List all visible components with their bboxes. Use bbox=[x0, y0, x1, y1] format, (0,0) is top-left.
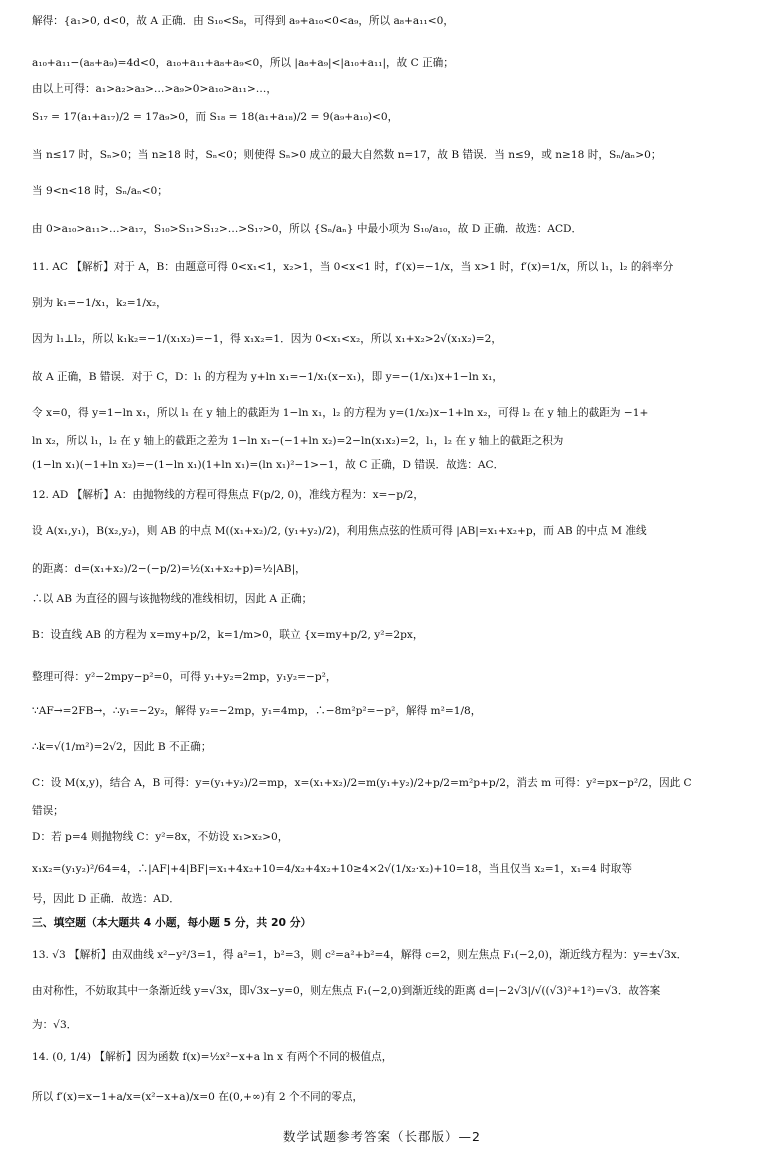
text-line: 号，因此 D 正确．故选：AD． bbox=[32, 893, 180, 905]
text-line: 14. (0, 1/4) 【解析】因为函数 f(x)=½x²−x+a ln x 有两个不同的极值点， bbox=[32, 1051, 393, 1063]
text-line: 别为 k₁=−1/x₁，k₂=1/x₂， bbox=[32, 297, 167, 309]
section-heading: 三、填空题（本大题共 4 小题，每小题 5 分，共 20 分） bbox=[32, 916, 312, 929]
text-line: 由以上可得：a₁>a₂>a₃>…>a₉>0>a₁₀>a₁₁>…， bbox=[32, 83, 277, 95]
text-line: S₁₇ = 17(a₁+a₁₇)/2 = 17a₉>0，而 S₁₈ = 18(a₁+a₁₈)/2 = 9(a₉+a₁₀)<0， bbox=[32, 111, 399, 123]
text-line: 令 x=0，得 y=1−ln x₁，所以 l₁ 在 y 轴上的截距为 1−ln x₁，l₂ 的方程为 y=(1/x₂)x−1+ln x₂，可得 l₂ 在 y 轴上的截距为 −1+ bbox=[32, 407, 649, 419]
text-line: B：设直线 AB 的方程为 x=my+p/2，k=1/m>0，联立 {x=my+p/2, y²=2px， bbox=[32, 629, 424, 641]
text-line: 当 9<n<18 时，Sₙ/aₙ<0； bbox=[32, 185, 168, 197]
text-line: 的距离：d=(x₁+x₂)/2−(−p/2)=½(x₁+x₂+p)=½|AB|， bbox=[32, 563, 306, 575]
text-line: 13. √3 【解析】由双曲线 x²−y²/3=1，得 a²=1，b²=3，则 c²=a²+b²=4，解得 c=2，则左焦点 F₁(−2,0)，渐近线方程为：y=±√3x． bbox=[32, 949, 688, 961]
text-line: (1−ln x₁)(−1+ln x₂)=−(1−ln x₁)(1+ln x₁)=(ln x₁)²−1>−1，故 C 正确，D 错误．故选：AC． bbox=[32, 459, 505, 471]
text-line: 解得：{a₁>0, d<0，故 A 正确．由 S₁₀<S₈，可得到 a₉+a₁₀<0<a₉，所以 a₈+a₁₁<0， bbox=[32, 15, 454, 27]
text-line: 整理可得：y²−2mpy−p²=0，可得 y₁+y₂=2mp，y₁y₂=−p²， bbox=[32, 671, 337, 683]
text-line: D：若 p=4 则抛物线 C：y²=8x，不妨设 x₁>x₂>0， bbox=[32, 831, 289, 843]
text-line: 错误； bbox=[32, 805, 64, 817]
text-line: x₁x₂=(y₁y₂)²/64=4，∴|AF|+4|BF|=x₁+4x₂+10=4/x₂+4x₂+10≥4×2√(1/x₂·x₂)+10=18，当且仅当 x₂=1，x₁=4 时取等 bbox=[32, 863, 632, 875]
text-line: ∵AF→=2FB→，∴y₁=−2y₂，解得 y₂=−2mp，y₁=4mp，∴−8m²p²=−p²，解得 m²=1/8， bbox=[32, 705, 482, 717]
text-line: 12. AD 【解析】A：由抛物线的方程可得焦点 F(p/2, 0)，准线方程为：x=−p/2， bbox=[32, 489, 424, 501]
text-line: 11. AC 【解析】对于 A，B：由题意可得 0<x₁<1，x₂>1，当 0<x<1 时，f′(x)=−1/x，当 x>1 时，f′(x)=1/x，所以 l₁，l₂ 的斜率分 bbox=[32, 261, 674, 273]
text-line: 当 n≤17 时，Sₙ>0；当 n≥18 时，Sₙ<0；则使得 Sₙ>0 成立的最大自然数 n=17，故 B 错误．当 n≤9，或 n≥18 时，Sₙ/aₙ>0； bbox=[32, 149, 662, 161]
text-line: ∴以 AB 为直径的圆与该抛物线的准线相切，因此 A 正确； bbox=[32, 593, 313, 605]
text-line: ∴k=√(1/m²)=2√2，因此 B 不正确； bbox=[32, 741, 212, 753]
text-line: a₁₀+a₁₁−(a₈+a₉)=4d<0，a₁₀+a₁₁+a₈+a₉<0，所以 |a₈+a₉|<|a₁₀+a₁₁|，故 C 正确； bbox=[32, 57, 454, 69]
text-line: 为：√3． bbox=[32, 1019, 78, 1031]
page-footer: 数学试题参考答案（长郡版）—2 bbox=[283, 1129, 481, 1144]
text-line: 所以 f′(x)=x−1+a/x=(x²−x+a)/x=0 在(0,+∞)有 2 个不同的零点， bbox=[32, 1091, 364, 1103]
text-line: 由 0>a₁₀>a₁₁>…>a₁₇，S₁₀>S₁₁>S₁₂>…>S₁₇>0，所以 {Sₙ/aₙ} 中最小项为 S₁₀/a₁₀，故 D 正确．故选：ACD． bbox=[32, 223, 583, 235]
text-line: C：设 M(x,y)，结合 A，B 可得：y=(y₁+y₂)/2=mp，x=(x₁+x₂)/2=m(y₁+y₂)/2+p/2=m²p+p/2，消去 m 可得：y²=px−p²/2，因此 C bbox=[32, 777, 692, 789]
text-line: 因为 l₁⊥l₂，所以 k₁k₂=−1/(x₁x₂)=−1，得 x₁x₂=1．因为 0<x₁<x₂，所以 x₁+x₂>2√(x₁x₂)=2， bbox=[32, 333, 502, 345]
text-line: ln x₂，所以 l₁，l₂ 在 y 轴上的截距之差为 1−ln x₁−(−1+ln x₂)=2−ln(x₁x₂)=2，l₁，l₂ 在 y 轴上的截距之积为 bbox=[32, 435, 564, 447]
text-line: 由对称性，不妨取其中一条渐近线 y=√3x，即√3x−y=0，则左焦点 F₁(−2,0)到渐近线的距离 d=|−2√3|/√((√3)²+1²)=√3．故答案 bbox=[32, 985, 661, 997]
text-line: 设 A(x₁,y₁)，B(x₂,y₂)，则 AB 的中点 M((x₁+x₂)/2, (y₁+y₂)/2)，利用焦点弦的性质可得 |AB|=x₁+x₂+p，而 AB 的中点 M 准线 bbox=[32, 525, 647, 537]
text-line: 故 A 正确，B 错误．对于 C，D：l₁ 的方程为 y+ln x₁=−1/x₁(x−x₁)，即 y=−(1/x₁)x+1−ln x₁， bbox=[32, 371, 504, 383]
